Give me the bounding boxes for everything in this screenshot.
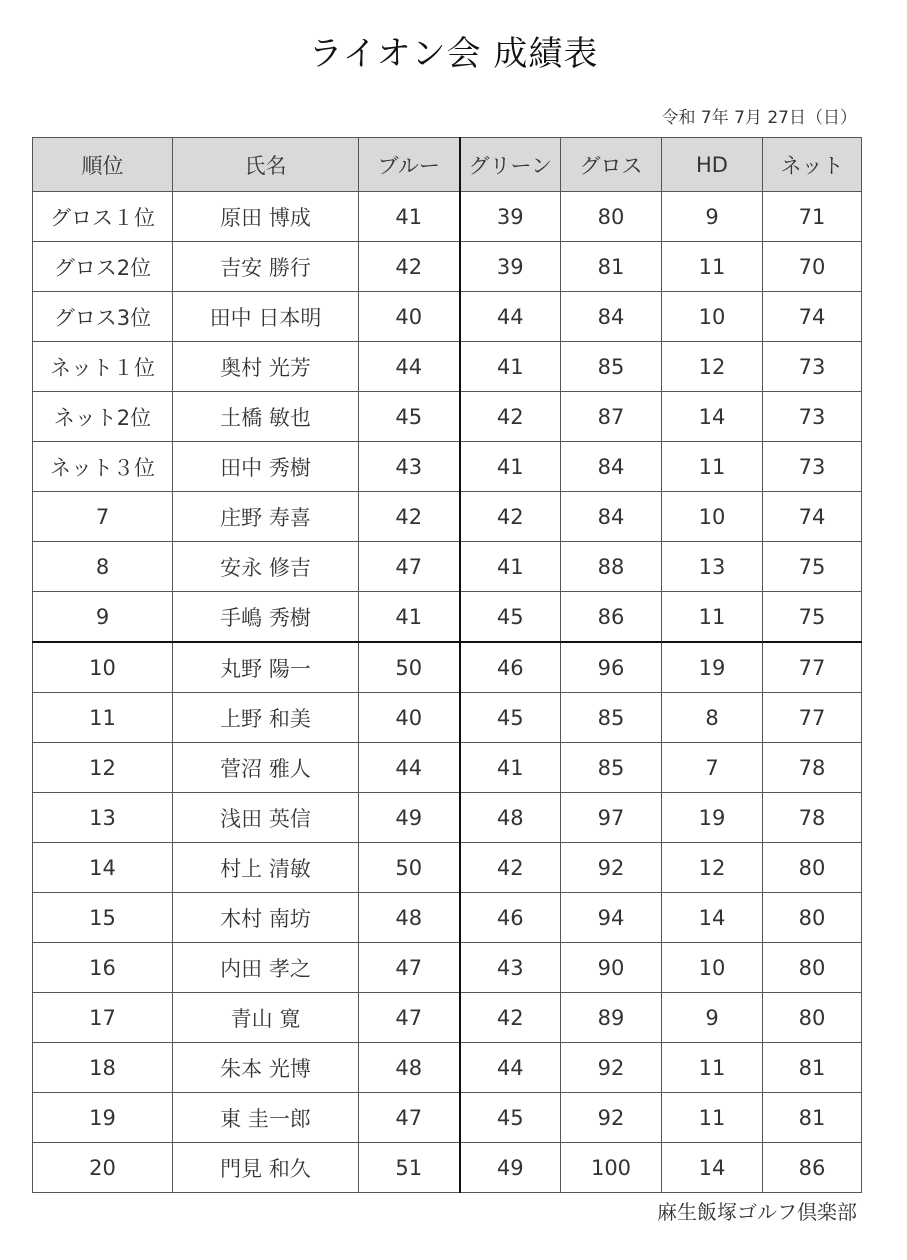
cell-hd: 14 xyxy=(662,1143,763,1193)
cell-green: 39 xyxy=(460,242,561,292)
cell-green: 42 xyxy=(460,843,561,893)
header-rank: 順位 xyxy=(33,138,173,192)
cell-rank: 12 xyxy=(33,743,173,793)
table-row xyxy=(33,743,862,793)
table-row xyxy=(33,292,862,342)
cell-green: 41 xyxy=(460,542,561,592)
cell-blue: 47 xyxy=(359,993,460,1043)
cell-gross: 96 xyxy=(561,642,662,693)
cell-hd: 14 xyxy=(662,893,763,943)
cell-hd: 7 xyxy=(662,743,763,793)
cell-rank: ネット３位 xyxy=(33,442,173,492)
cell-green: 45 xyxy=(460,693,561,743)
cell-hd: 13 xyxy=(662,542,763,592)
cell-name: 原田 博成 xyxy=(173,192,359,242)
cell-green: 41 xyxy=(460,442,561,492)
cell-name: 吉安 勝行 xyxy=(173,242,359,292)
header-hd: HD xyxy=(662,138,763,192)
table-row xyxy=(33,693,862,743)
table-row xyxy=(33,793,862,843)
cell-blue: 43 xyxy=(359,442,460,492)
cell-rank: ネット2位 xyxy=(33,392,173,442)
table-row xyxy=(33,993,862,1043)
cell-green: 44 xyxy=(460,1043,561,1093)
cell-green: 46 xyxy=(460,893,561,943)
cell-rank: 14 xyxy=(33,843,173,893)
cell-hd: 9 xyxy=(662,993,763,1043)
cell-rank: 20 xyxy=(33,1143,173,1193)
cell-net: 77 xyxy=(763,693,862,743)
cell-name: 青山 寛 xyxy=(173,993,359,1043)
cell-gross: 80 xyxy=(561,192,662,242)
table-header-row xyxy=(33,138,862,192)
cell-green: 43 xyxy=(460,943,561,993)
cell-rank: 7 xyxy=(33,492,173,542)
cell-gross: 85 xyxy=(561,693,662,743)
table-row xyxy=(33,242,862,292)
cell-green: 46 xyxy=(460,642,561,693)
table-row xyxy=(33,1043,862,1093)
cell-hd: 11 xyxy=(662,1043,763,1093)
cell-name: 田中 秀樹 xyxy=(173,442,359,492)
header-net: ネット xyxy=(763,138,862,192)
cell-net: 80 xyxy=(763,843,862,893)
cell-net: 78 xyxy=(763,743,862,793)
cell-gross: 87 xyxy=(561,392,662,442)
cell-hd: 11 xyxy=(662,1093,763,1143)
cell-blue: 42 xyxy=(359,492,460,542)
cell-hd: 12 xyxy=(662,843,763,893)
cell-gross: 90 xyxy=(561,943,662,993)
cell-gross: 92 xyxy=(561,843,662,893)
cell-hd: 9 xyxy=(662,192,763,242)
cell-gross: 81 xyxy=(561,242,662,292)
table-row xyxy=(33,442,862,492)
header-blue: ブルー xyxy=(359,138,460,192)
cell-gross: 85 xyxy=(561,743,662,793)
table-row xyxy=(33,642,862,693)
cell-blue: 51 xyxy=(359,1143,460,1193)
cell-name: 朱本 光博 xyxy=(173,1043,359,1093)
cell-blue: 40 xyxy=(359,292,460,342)
cell-blue: 41 xyxy=(359,592,460,643)
cell-blue: 47 xyxy=(359,542,460,592)
header-gross: グロス xyxy=(561,138,662,192)
cell-hd: 12 xyxy=(662,342,763,392)
cell-green: 41 xyxy=(460,743,561,793)
cell-gross: 94 xyxy=(561,893,662,943)
cell-rank: 15 xyxy=(33,893,173,943)
cell-net: 86 xyxy=(763,1143,862,1193)
table-row xyxy=(33,893,862,943)
cell-hd: 10 xyxy=(662,943,763,993)
cell-net: 73 xyxy=(763,342,862,392)
cell-hd: 14 xyxy=(662,392,763,442)
cell-rank: 17 xyxy=(33,993,173,1043)
club-name: 麻生飯塚ゴルフ倶楽部 xyxy=(657,1200,857,1224)
cell-gross: 100 xyxy=(561,1143,662,1193)
cell-green: 44 xyxy=(460,292,561,342)
table-row xyxy=(33,492,862,542)
cell-blue: 48 xyxy=(359,1043,460,1093)
cell-gross: 92 xyxy=(561,1093,662,1143)
cell-net: 73 xyxy=(763,392,862,442)
cell-blue: 48 xyxy=(359,893,460,943)
cell-green: 45 xyxy=(460,1093,561,1143)
cell-hd: 10 xyxy=(662,292,763,342)
cell-hd: 19 xyxy=(662,793,763,843)
page-title: ライオン会 成績表 xyxy=(308,34,599,74)
cell-green: 45 xyxy=(460,592,561,643)
event-date: 令和 7年 7月 27日（日） xyxy=(661,108,857,128)
cell-net: 81 xyxy=(763,1043,862,1093)
header-green: グリーン xyxy=(460,138,561,192)
cell-rank: グロス2位 xyxy=(33,242,173,292)
cell-gross: 89 xyxy=(561,993,662,1043)
cell-hd: 10 xyxy=(662,492,763,542)
table-row xyxy=(33,592,862,643)
cell-blue: 41 xyxy=(359,192,460,242)
table-row xyxy=(33,392,862,442)
cell-green: 41 xyxy=(460,342,561,392)
cell-name: 奥村 光芳 xyxy=(173,342,359,392)
cell-net: 80 xyxy=(763,993,862,1043)
cell-green: 42 xyxy=(460,993,561,1043)
cell-gross: 84 xyxy=(561,292,662,342)
cell-name: 安永 修吉 xyxy=(173,542,359,592)
header-name: 氏名 xyxy=(173,138,359,192)
cell-name: 木村 南坊 xyxy=(173,893,359,943)
cell-net: 80 xyxy=(763,943,862,993)
cell-gross: 84 xyxy=(561,442,662,492)
cell-net: 74 xyxy=(763,492,862,542)
cell-net: 70 xyxy=(763,242,862,292)
cell-gross: 84 xyxy=(561,492,662,542)
cell-rank: 16 xyxy=(33,943,173,993)
cell-blue: 47 xyxy=(359,1093,460,1143)
cell-blue: 42 xyxy=(359,242,460,292)
cell-gross: 92 xyxy=(561,1043,662,1093)
cell-hd: 19 xyxy=(662,642,763,693)
cell-net: 80 xyxy=(763,893,862,943)
cell-hd: 11 xyxy=(662,592,763,643)
cell-rank: 13 xyxy=(33,793,173,843)
cell-rank: 19 xyxy=(33,1093,173,1143)
cell-gross: 88 xyxy=(561,542,662,592)
cell-net: 77 xyxy=(763,642,862,693)
cell-net: 78 xyxy=(763,793,862,843)
cell-net: 75 xyxy=(763,592,862,643)
cell-green: 42 xyxy=(460,392,561,442)
table-row xyxy=(33,342,862,392)
cell-hd: 11 xyxy=(662,242,763,292)
cell-rank: 9 xyxy=(33,592,173,643)
cell-net: 81 xyxy=(763,1093,862,1143)
cell-blue: 50 xyxy=(359,843,460,893)
cell-gross: 86 xyxy=(561,592,662,643)
table-row xyxy=(33,843,862,893)
cell-blue: 44 xyxy=(359,342,460,392)
cell-blue: 47 xyxy=(359,943,460,993)
cell-blue: 50 xyxy=(359,642,460,693)
cell-blue: 44 xyxy=(359,743,460,793)
table-row xyxy=(33,192,862,242)
cell-rank: グロス１位 xyxy=(33,192,173,242)
score-table xyxy=(32,137,862,1193)
table-row xyxy=(33,943,862,993)
cell-name: 田中 日本明 xyxy=(173,292,359,342)
cell-net: 71 xyxy=(763,192,862,242)
cell-name: 菅沼 雅人 xyxy=(173,743,359,793)
cell-rank: 18 xyxy=(33,1043,173,1093)
cell-blue: 45 xyxy=(359,392,460,442)
cell-name: 東 圭一郎 xyxy=(173,1093,359,1143)
score-table-body xyxy=(33,192,862,1193)
cell-rank: グロス3位 xyxy=(33,292,173,342)
cell-name: 丸野 陽一 xyxy=(173,642,359,693)
cell-net: 75 xyxy=(763,542,862,592)
cell-hd: 8 xyxy=(662,693,763,743)
table-row xyxy=(33,1143,862,1193)
cell-gross: 97 xyxy=(561,793,662,843)
cell-green: 49 xyxy=(460,1143,561,1193)
cell-green: 42 xyxy=(460,492,561,542)
cell-name: 上野 和美 xyxy=(173,693,359,743)
table-row xyxy=(33,542,862,592)
cell-name: 庄野 寿喜 xyxy=(173,492,359,542)
cell-rank: ネット１位 xyxy=(33,342,173,392)
cell-hd: 11 xyxy=(662,442,763,492)
cell-blue: 40 xyxy=(359,693,460,743)
table-row xyxy=(33,1093,862,1143)
cell-name: 門見 和久 xyxy=(173,1143,359,1193)
cell-name: 浅田 英信 xyxy=(173,793,359,843)
cell-rank: 10 xyxy=(33,642,173,693)
cell-name: 内田 孝之 xyxy=(173,943,359,993)
cell-name: 土橋 敏也 xyxy=(173,392,359,442)
cell-gross: 85 xyxy=(561,342,662,392)
cell-name: 村上 清敏 xyxy=(173,843,359,893)
cell-rank: 11 xyxy=(33,693,173,743)
cell-green: 39 xyxy=(460,192,561,242)
cell-name: 手嶋 秀樹 xyxy=(173,592,359,643)
cell-rank: 8 xyxy=(33,542,173,592)
cell-green: 48 xyxy=(460,793,561,843)
cell-blue: 49 xyxy=(359,793,460,843)
cell-net: 73 xyxy=(763,442,862,492)
cell-net: 74 xyxy=(763,292,862,342)
